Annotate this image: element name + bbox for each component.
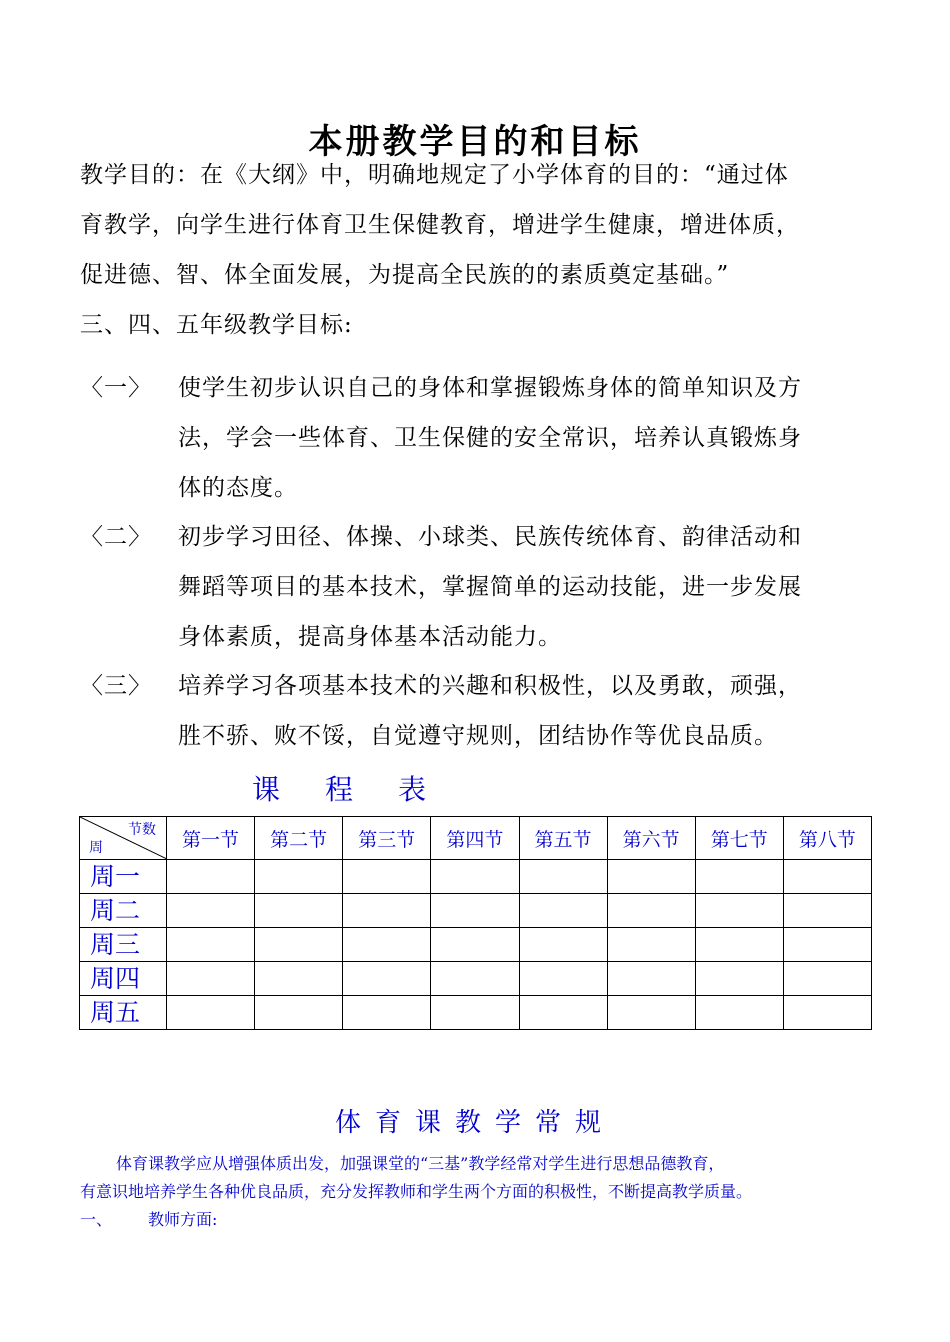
- rules-paragraph: [80, 1150, 890, 1234]
- goal-number: 〈二〉: [80, 524, 152, 550]
- period-header: 第七节: [695, 817, 783, 860]
- schedule-cell: [783, 962, 871, 996]
- schedule-cell: [783, 860, 871, 894]
- goal-line: 法，学会一些体育、卫生保健的安全常识，培养认真锻炼身: [178, 425, 802, 451]
- schedule-cell: [607, 962, 695, 996]
- schedule-cell: [255, 860, 343, 894]
- goals-heading: 三、四、五年级教学目标:: [80, 312, 353, 338]
- day-label: 周三: [80, 928, 167, 962]
- schedule-title-char: 表: [398, 773, 427, 806]
- table-row: [80, 860, 872, 894]
- schedule-cell: [167, 962, 255, 996]
- corner-label-periods: 节数: [128, 822, 156, 838]
- goal-line: 培养学习各项基本技术的兴趣和积极性，以及勇敢，顽强，: [178, 673, 802, 699]
- rules-title: 体育课教学常规: [334, 1108, 615, 1138]
- goal-line: 初步学习田径、体操、小球类、民族传统体育、韵律活动和: [178, 524, 802, 550]
- schedule-cell: [519, 996, 607, 1030]
- table-row: [80, 996, 872, 1030]
- schedule-cell: [783, 996, 871, 1030]
- schedule-cell: [431, 928, 519, 962]
- intro-line-3: 促进德、智、体全面发展，为提高全民族的的素质奠定基础。”: [80, 262, 730, 288]
- period-header: 第一节: [167, 817, 255, 860]
- period-header: 第六节: [607, 817, 695, 860]
- schedule-cell: [607, 894, 695, 928]
- day-label: 周二: [80, 894, 167, 928]
- goal-line: 胜不骄、败不馁，自觉遵守规则，团结协作等优良品质。: [178, 723, 778, 749]
- goal-line: 身体素质，提高身体基本活动能力。: [178, 624, 562, 650]
- schedule-cell: [431, 962, 519, 996]
- schedule-cell: [343, 860, 431, 894]
- schedule-cell: [255, 928, 343, 962]
- rules-section-number: 一、: [80, 1210, 113, 1229]
- schedule-title-char: 程: [325, 773, 354, 806]
- period-header: 第八节: [783, 817, 871, 860]
- schedule-cell: [343, 996, 431, 1030]
- table-row: [80, 894, 872, 928]
- page-title: 本册教学目的和目标: [308, 122, 642, 162]
- period-header: 第四节: [431, 817, 519, 860]
- schedule-title: [252, 768, 471, 808]
- schedule-cell: [607, 860, 695, 894]
- schedule-cell: [519, 962, 607, 996]
- schedule-cell: [255, 962, 343, 996]
- schedule-cell: [255, 894, 343, 928]
- schedule-cell: [695, 996, 783, 1030]
- goal-line: 舞蹈等项目的基本技术，掌握简单的运动技能，进一步发展: [178, 574, 802, 600]
- schedule-cell: [343, 928, 431, 962]
- schedule-header-row: [80, 817, 872, 860]
- goal-line: 使学生初步认识自己的身体和掌握锻炼身体的简单知识及方: [178, 375, 802, 401]
- rules-line-1: 体育课教学应从增强体质出发，加强课堂的“三基”教学经常对学生进行思想品德教育，: [116, 1154, 725, 1173]
- goal-number: 〈一〉: [80, 375, 152, 401]
- schedule-cell: [167, 928, 255, 962]
- schedule-cell: [167, 996, 255, 1030]
- rules-section-label: 教师方面:: [148, 1210, 218, 1229]
- schedule-cell: [431, 996, 519, 1030]
- schedule-cell: [783, 928, 871, 962]
- schedule-corner-cell: [80, 817, 167, 860]
- day-label: 周四: [80, 962, 167, 996]
- goal-number: 〈三〉: [80, 673, 152, 699]
- schedule-cell: [343, 894, 431, 928]
- day-label: 周五: [80, 996, 167, 1030]
- schedule-cell: [343, 962, 431, 996]
- schedule-cell: [167, 894, 255, 928]
- schedule-cell: [695, 928, 783, 962]
- schedule-cell: [695, 894, 783, 928]
- table-row: [80, 928, 872, 962]
- schedule-cell: [255, 996, 343, 1030]
- schedule-cell: [519, 928, 607, 962]
- schedule-title-char: 课: [252, 773, 281, 806]
- day-label: 周一: [80, 860, 167, 894]
- period-header: 第三节: [343, 817, 431, 860]
- schedule-cell: [695, 860, 783, 894]
- schedule-cell: [167, 860, 255, 894]
- intro-paragraph: [80, 150, 880, 350]
- schedule-cell: [783, 894, 871, 928]
- schedule-cell: [519, 894, 607, 928]
- schedule-cell: [431, 860, 519, 894]
- schedule-table: [79, 816, 872, 1030]
- corner-label-week: 周: [89, 840, 103, 856]
- goal-line: 体的态度。: [178, 475, 298, 501]
- schedule-cell: [431, 894, 519, 928]
- schedule-cell: [695, 962, 783, 996]
- table-row: [80, 962, 872, 996]
- intro-line-1: 教学目的：在《大纲》中，明确地规定了小学体育的目的：“通过体: [80, 162, 789, 188]
- rules-line-2: 有意识地培养学生各种优良品质，充分发挥教师和学生两个方面的积极性，不断提高教学质量。: [80, 1182, 753, 1201]
- period-header: 第二节: [255, 817, 343, 860]
- schedule-cell: [607, 996, 695, 1030]
- schedule-cell: [519, 860, 607, 894]
- period-header: 第五节: [519, 817, 607, 860]
- intro-line-2: 育教学，向学生进行体育卫生保健教育，增进学生健康，增进体质，: [80, 212, 800, 238]
- schedule-cell: [607, 928, 695, 962]
